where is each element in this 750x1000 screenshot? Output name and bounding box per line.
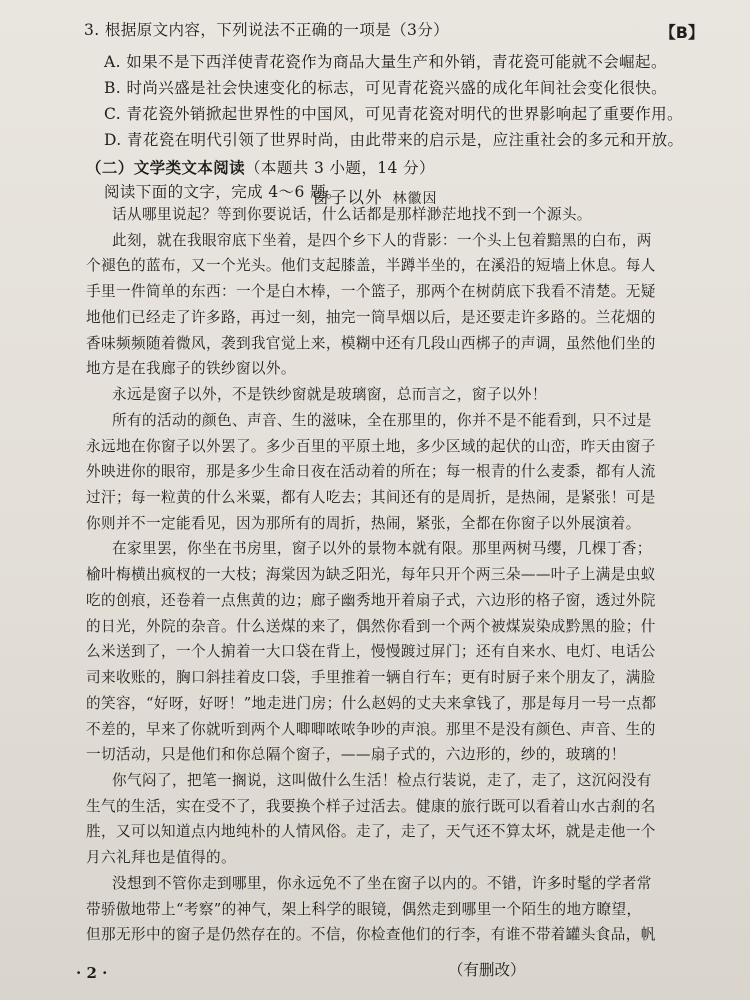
article-line: 你气闷了，把笔一搁说，这叫做什么生活！检点行装说，走了，走了，这沉闷没有 [112,771,652,789]
question-3-stem: 3. 根据原文内容，下列说法不正确的一项是（3分） [84,21,450,39]
article-line: 此刻，就在我眼帘底下坐着，是四个乡下人的背影：一个头上包着黯黑的白布，两 [112,231,652,249]
article-line: 没想到不管你走到哪里，你永远免不了坐在窗子以内的。不错，许多时髦的学者常 [112,874,652,892]
article-line: 香味频频随着微风，袭到我官觉上来，模糊中还有几段山西梆子的声调，虽然他们坐的 [86,334,656,352]
article-line: 带骄傲地带上“考察”的神气，架上科学的眼镜，偶然走到哪里一个陌生的地方瞭望， [86,900,642,918]
answer-label: 【B】 [659,23,704,42]
article-line: 司来收账的，胸口斜挂着皮口袋，手里推着一辆自行车；更有时厨子来个朋友了，满脸 [86,669,656,686]
article-line: 个褪色的蓝布，又一个光头。他们支起膝盖，半蹲半坐的，在溪沿的短墙上休息。每人 [86,257,656,275]
article-line: 榆叶梅横出疯杈的一大枝；海棠因为缺乏阳光，每年只开个两三朵——叶子上满是虫蚁 [86,566,656,584]
abridged-note: （有删改） [448,961,526,979]
question-3-option-a: A. 如果不是下西洋使青花瓷作为商品大量生产和外销，青花瓷可能就不会崛起。 [104,53,667,71]
article-title: 窗子以外 [312,188,383,207]
article-line: 永远地在你窗子以外罢了。多少百里的平原土地，多少区域的起伏的山峦，昨天由窗子 [86,437,656,455]
article-line: 地他们已经走了许多路，再过一刻，抽完一筒旱烟以后，是还要走许多路的。兰花烟的 [86,308,656,326]
question-3-option-c: C. 青花瓷外销掀起世界性的中国风，可见青花瓷对明代的世界影响起了重要作用。 [104,105,683,123]
article-line: 一切活动，只是他们和你总隔个窗子，——扇子式的，六边形的，纱的，玻璃的！ [86,746,626,764]
article-line: 不差的，早来了你就听到两个人唧唧哝哝争吵的声浪。那里不是没有颜色、声音、生的 [86,720,656,738]
section-note: （本题共 3 小题，14 分） [245,159,435,177]
article-line: 所有的活动的颜色、声音、生的滋味，全在那里的，你并不是不能看到，只不过是 [112,411,652,429]
article-line: 胜，又可以知道点内地纯朴的人情风俗。走了，走了，天气还不算太坏，就是走他一个 [86,823,656,841]
article-line: 的日光，外院的杂音。什么送煤的来了，偶然你看到一个两个被煤炭染成黔黑的脸；什 [86,617,656,635]
article-line: 手里一件简单的东西：一个是白木棒，一个篮子，那两个在树荫底下我看不清楚。无疑 [86,283,656,301]
section-instruction: 阅读下面的文字，完成 4～6 题。 [104,183,342,201]
article-line: 生气的生活，实在受不了，我要换个样子过活去。健康的旅行既可以看着山水古刹的名 [86,797,656,815]
article-line: 在家里罢，你坐在书房里，窗子以外的景物本就有限。那里两树马缨，几棵丁香； [112,540,652,558]
page-number: · 2 · [76,964,108,982]
article-line: 永远是窗子以外，不是铁纱窗就是玻璃窗，总而言之，窗子以外！ [112,386,547,404]
article-author: 林徽因 [392,191,438,207]
article-title-block [0,184,750,208]
article-line: 你则并不一定能看见，因为那所有的周折，热闹，紧张，全都在你窗子以外展演着。 [86,514,641,532]
article-line: 吃的创痕，还卷着一点焦黄的边；廊子幽秀地开着扇子式，六边形的格子窗，透过外院 [86,591,656,609]
article-line: 的笑容，“好呀，好呀！”地走进门房；什么赵妈的丈夫来拿钱了，那是每月一号一点都 [86,694,657,712]
article-line: 月六礼拜也是值得的。 [86,849,236,867]
article-line: 地方是在我廊子的铁纱窗以外。 [86,360,296,378]
article-line: 过汗；每一粒黄的什么米粟，都有人吃去；其间还有的是周折，是热闹，是紧张！可是 [86,489,656,506]
article-line: 话从哪里说起？等到你要说话，什么话都是那样渺茫地找不到一个源头。 [112,206,592,223]
article-line: 但那无形中的窗子是仍然存在的。不信，你检查他们的行李，有谁不带着罐头食品，帆 [86,926,656,944]
section-heading [86,158,435,178]
article-line: 外映进你的眼帘，那是多少生命日夜在活动着的所在；每一根青的什么麦黍，都有人流 [86,463,656,481]
question-3-option-d: D. 青花瓷在明代引领了世界时尚，由此带来的启示是，应注重社会的多元和开放。 [104,131,684,149]
question-3-option-b: B. 时尚兴盛是社会快速变化的标志，可见青花瓷兴盛的成化年间社会变化很快。 [104,79,668,97]
section-title: （二）文学类文本阅读 [86,158,246,177]
article-line: 么米送到了，一个人掮着一大口袋在背上，慢慢踱过屏门；还有自来水、电灯、电话公 [86,643,656,661]
